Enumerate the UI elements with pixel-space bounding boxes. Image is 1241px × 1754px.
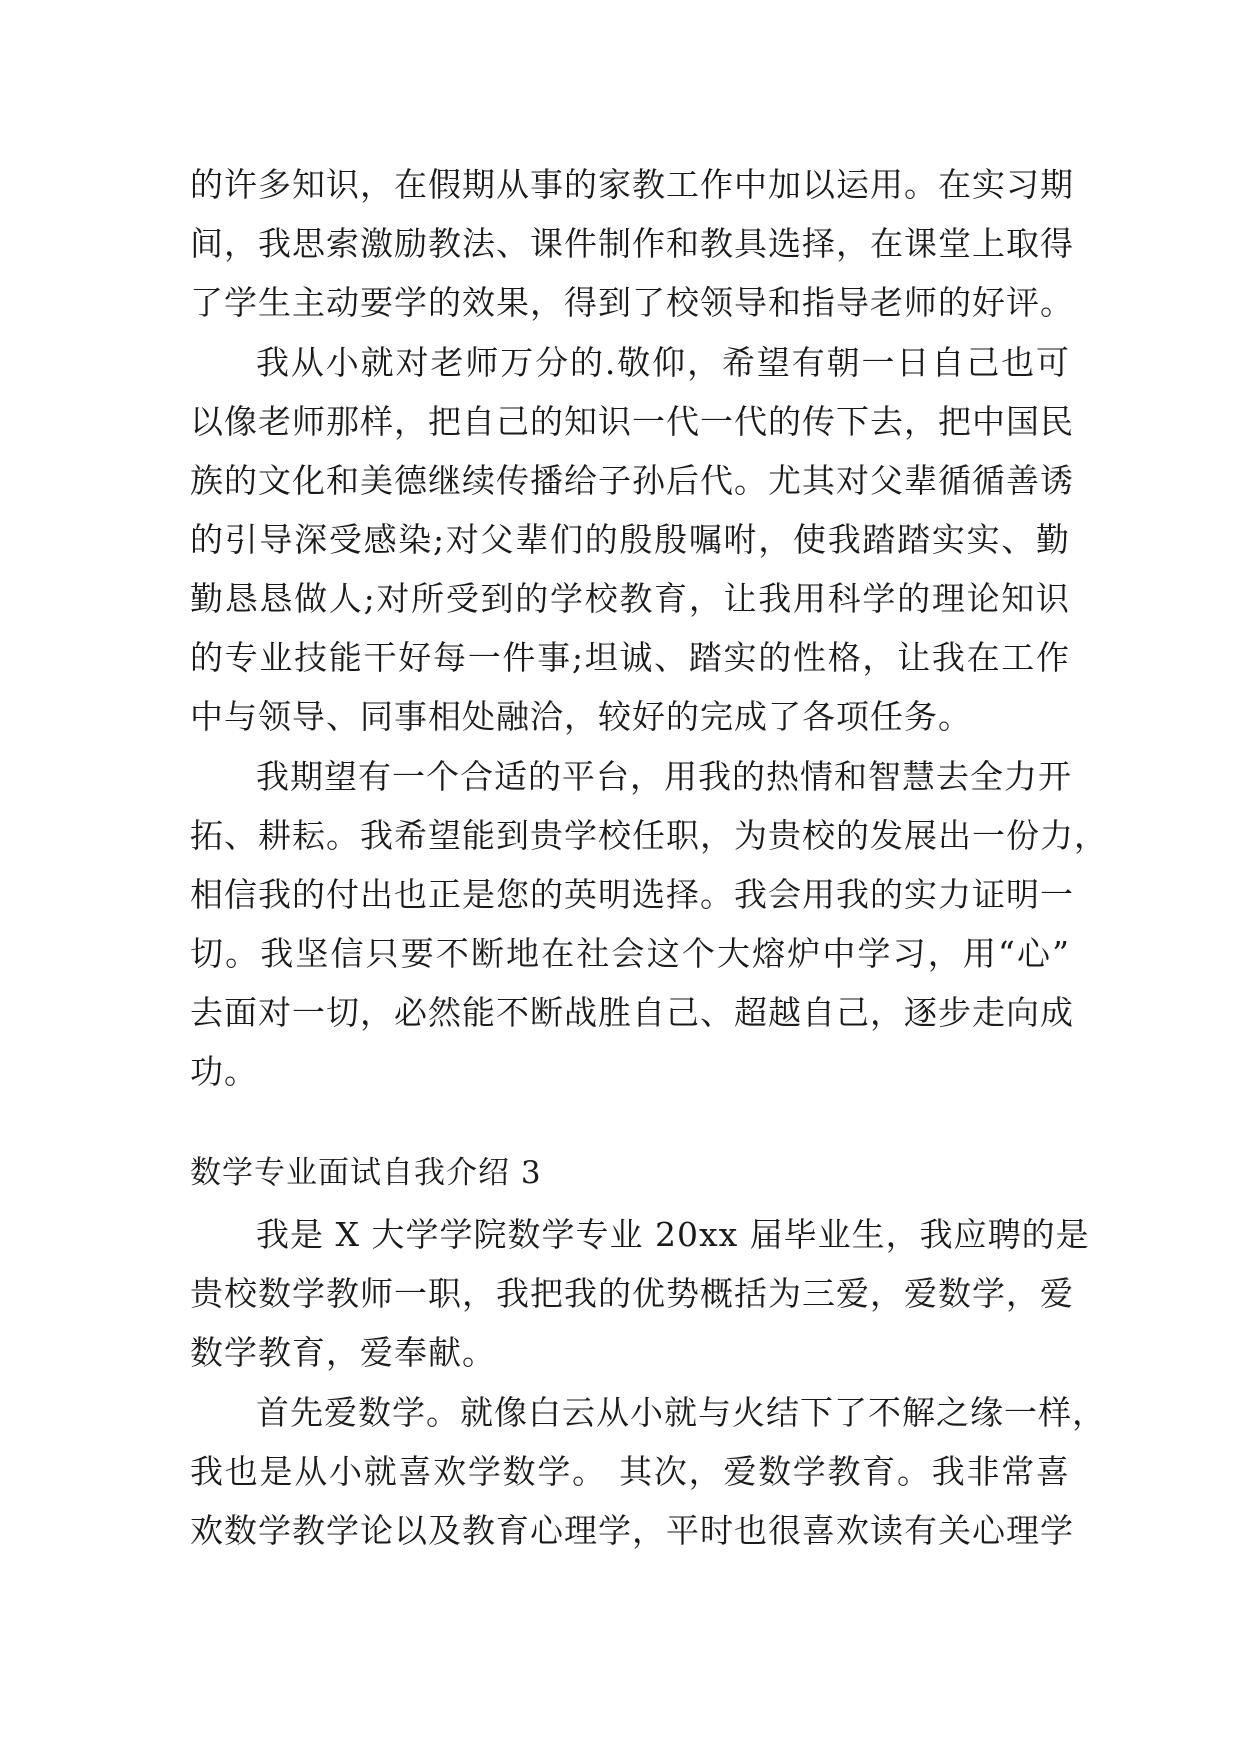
para3-line-1: 我期望有一个合适的平台，用我的热情和智慧去全力开: [256, 757, 1072, 796]
para3-line-3: 相信我的付出也正是您的英明选择。我会用我的实力证明一: [190, 875, 1074, 914]
para3-line-2: 拓、耕耘。我希望能到贵学校任职，为贵校的发展出一份力，: [190, 816, 1108, 855]
para4-line-3: 数学教育，爱奉献。: [190, 1333, 496, 1372]
para3-line-4: 切。我坚信只要不断地在社会这个大熔炉中学习，用“心”: [190, 934, 1070, 973]
para1-line-1: 的许多知识，在假期从事的家教工作中加以运用。在实习期: [190, 165, 1074, 204]
para3-line-5: 去面对一切，必然能不断战胜自己、超越自己，逐步走向成: [190, 993, 1074, 1032]
para5-line-3: 欢数学教学论以及教育心理学，平时也很喜欢读有关心理学: [190, 1511, 1074, 1550]
para2-line-2: 以像老师那样，把自己的知识一代一代的传下去，把中国民: [190, 402, 1074, 441]
para1-line-2: 间，我思索激励教法、课件制作和教具选择，在课堂上取得: [190, 224, 1074, 263]
para1-line-3: 了学生主动要学的效果，得到了校领导和指导老师的好评。: [190, 283, 1074, 322]
para2-line-5: 勤恳恳做人;对所受到的学校教育，让我用科学的理论知识: [190, 579, 1070, 618]
para2-line-6: 的专业技能干好每一件事;坦诚、踏实的性格，让我在工作: [190, 638, 1070, 677]
para4-line-2: 贵校数学教师一职，我把我的优势概括为三爱，爱数学，爱: [190, 1274, 1074, 1313]
para5-line-2: 我也是从小就喜欢学数学。 其次，爱数学教育。我非常喜: [190, 1452, 1070, 1491]
para4-line-1: 我是 X 大学学院数学专业 20xx 届毕业生，我应聘的是: [256, 1215, 1090, 1254]
para5-line-1: 首先爱数学。就像白云从小就与火结下了不解之缘一样，: [256, 1393, 1106, 1432]
para3-line-6: 功。: [190, 1052, 258, 1091]
para2-line-7: 中与领导、同事相处融洽，较好的完成了各项任务。: [190, 697, 972, 736]
para2-line-4: 的引导深受感染;对父辈们的殷殷嘱咐，使我踏踏实实、勤: [190, 520, 1070, 559]
section-heading: 数学专业面试自我介绍 3: [190, 1155, 542, 1191]
para2-line-3: 族的文化和美德继续传播给子孙后代。尤其对父辈循循善诱: [190, 461, 1074, 500]
para2-line-1: 我从小就对老师万分的.敬仰，希望有朝一日自己也可: [256, 343, 1070, 382]
